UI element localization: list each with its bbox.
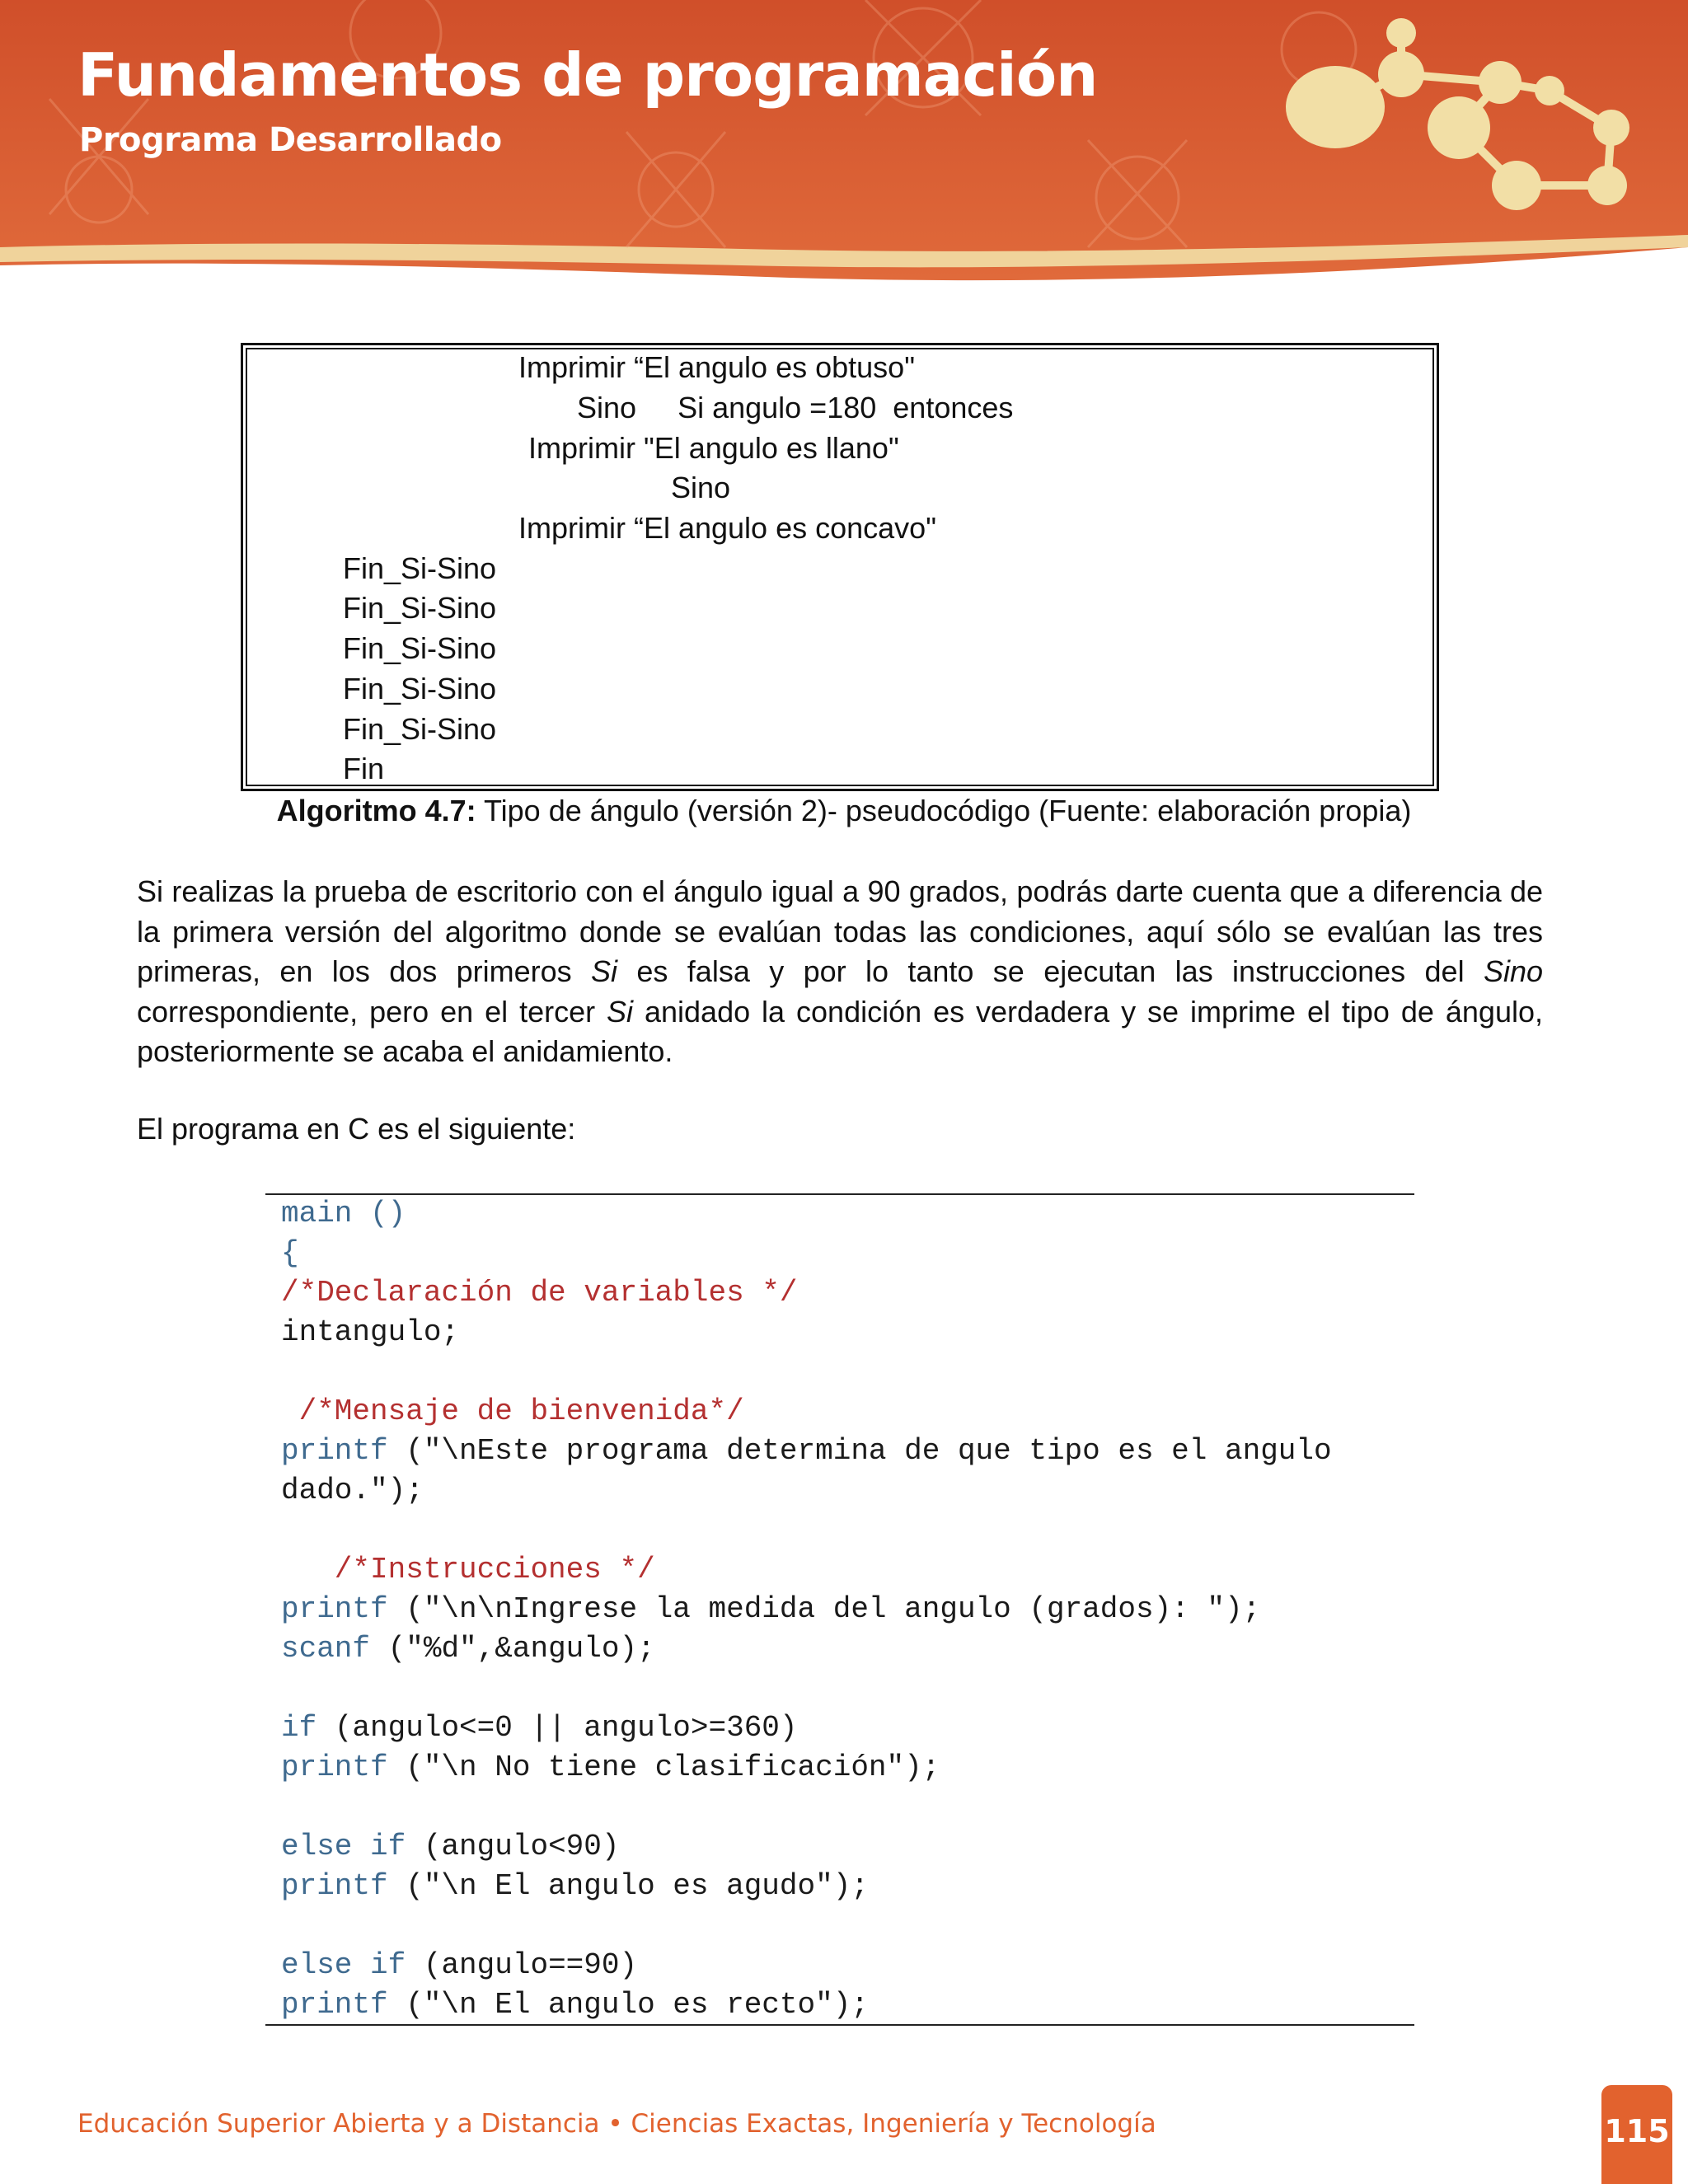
code-keyword: else if [281,1830,406,1863]
code-line [281,1990,869,2020]
code-keyword: scanf [281,1632,371,1666]
paragraph-text: Si realizas la prueba de escritorio con el ángulo igual a 90 grados, podrás darte cuenta que a diferencia de la primera versión del algoritmo donde se evalúan todas las condiciones, aquí sólo se evalúan las tres primeras, en los dos primeros [137,874,1543,988]
code-top-rule [265,1193,1414,1195]
code-keyword: if [281,1711,317,1745]
code-line [281,1832,619,1862]
code-intro: El programa en C es el siguiente: [137,1112,576,1146]
code-line [281,1948,638,1982]
page-number: 115 [1604,2113,1670,2149]
pseudocode-line: Fin_Si-Sino [343,712,497,746]
footer-part: Educación Superior Abierta y a Distancia [77,2109,608,2139]
pseudocode-line: Sino Si angulo =180 entonces [577,391,1014,424]
code-keyword: else if [281,1948,406,1982]
code-text: ("\n El angulo es recto"); [387,1988,869,2022]
code-line: dado."); [281,1474,424,1507]
page-title: Fundamentos de programación [77,40,1098,110]
paragraph-text: anidado la condición es verdadera y se imprime el tipo de ángulo, posteriormente se acaba el anidamiento. [137,994,1543,1068]
pseudocode-box [241,343,1439,791]
code-text: (angulo<90) [406,1830,620,1863]
code-comment: /*Declaración de variables */ [281,1276,798,1310]
code-comment: /*Mensaje de bienvenida*/ [281,1394,744,1428]
pseudocode-line: Imprimir "El angulo es llano" [528,431,899,465]
code-line [281,1869,869,1903]
pseudocode-line: Fin [343,752,385,785]
code-keyword: printf [281,1988,388,2022]
footer-text [77,2111,1156,2137]
paragraph-italic: Si [591,954,618,988]
code-bottom-rule [265,2024,1414,2026]
code-comment: /*Instrucciones */ [281,1553,655,1586]
paragraph-italic: Si [607,994,634,1029]
footer-bullet: • [607,2109,623,2139]
paragraph-text: correspondiente, pero en el tercer [137,994,607,1029]
code-line [281,1592,1261,1626]
footer-part: Ciencias Exactas, Ingeniería y Tecnología [622,2109,1156,2139]
pseudocode-line: Imprimir “El angulo es concavo" [518,511,936,545]
code-text: ("\n No tiene clasificación"); [387,1750,940,1784]
code-keyword: printf [281,1750,388,1784]
code-keyword: printf [281,1434,388,1468]
pseudocode-line: Fin_Si-Sino [343,631,497,665]
code-text: (angulo<=0 || angulo>=360) [316,1711,798,1745]
paragraph-italic: Sino [1483,954,1543,988]
pseudocode-line: Fin_Si-Sino [343,591,497,625]
code-line: { [281,1236,299,1270]
code-line [281,1713,798,1743]
pseudocode-line: Fin_Si-Sino [343,551,497,585]
pseudocode-line: Imprimir “El angulo es obtuso" [518,350,915,384]
page-subtitle: Programa Desarrollado [79,121,502,159]
body-paragraph [137,872,1543,1072]
code-line [281,1750,940,1784]
code-keyword: printf [281,1592,388,1626]
pseudocode-line: Sino [671,471,731,504]
code-line: main () [281,1197,406,1230]
code-text: ("\nEste programa determina de que tipo es el angulo [387,1434,1332,1468]
pseudocode-line: Fin_Si-Sino [343,672,497,705]
code-keyword: printf [281,1869,388,1903]
code-text: (angulo==90) [406,1948,638,1982]
code-text: ("\n\nIngrese la medida del angulo (grados): "); [387,1592,1261,1626]
code-text: ("\n El angulo es agudo"); [387,1869,869,1903]
paragraph-text: es falsa y por lo tanto se ejecutan las instrucciones del [617,954,1484,988]
code-line [281,1436,1332,1466]
code-text: ("%d",&angulo); [370,1632,655,1666]
page-number-tab [1601,2085,1672,2184]
code-line [281,1634,655,1664]
caption-text: Tipo de ángulo (versión 2)- pseudocódigo (Fuente: elaboración propia) [476,794,1412,827]
code-line: intangulo; [281,1315,460,1349]
caption-label: Algoritmo 4.7: [276,794,476,827]
header-banner [0,0,1688,297]
figure-caption [0,794,1688,828]
